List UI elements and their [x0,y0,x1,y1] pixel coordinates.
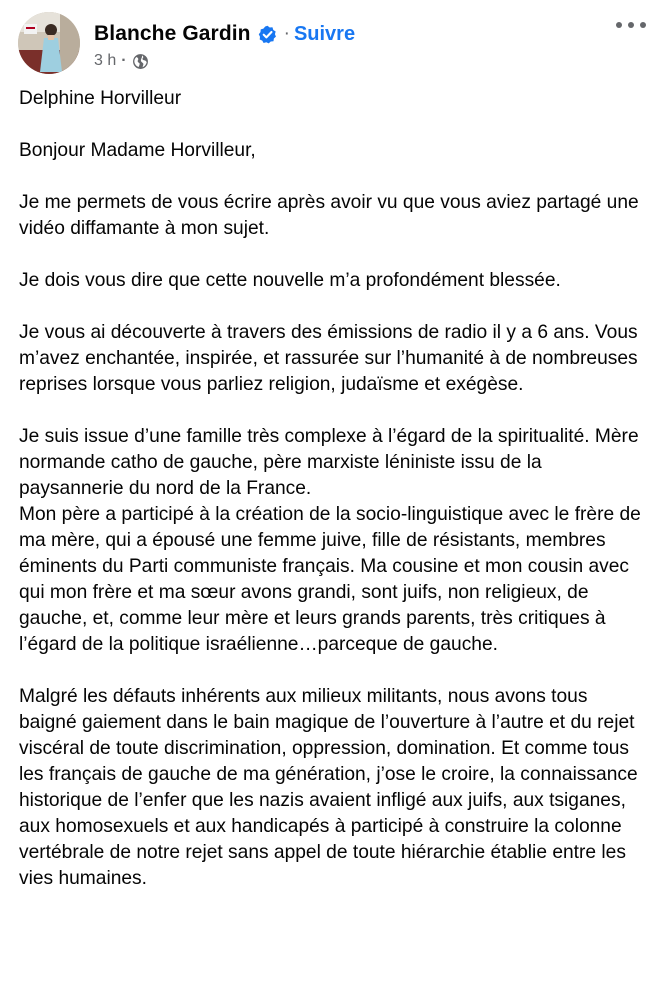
post-paragraph: Je dois vous dire que cette nouvelle m’a profondément blessée. [19,270,561,291]
post-paragraph: Mon père a participé à la création de la socio-linguistique avec le frère de ma mère, qui a épousé une femme juive, fille de résistants, membres éminents du Parti communiste français. Ma cousine et mon cousin avec qui mon frère et ma sœur avons grandi, sont juifs, non religieux, de gauche, et, comme leur mère et leurs grands parents, très critiques à l’égard de la politique israélienne…parceque de gauche. [19,504,641,655]
globe-icon[interactable] [132,53,149,70]
post-timestamp[interactable]: 3 h [94,52,117,69]
avatar[interactable] [18,12,80,74]
dot-icon [640,22,646,28]
post-paragraph: Je me permets de vous écrire après avoir vu que vous aviez partagé une vidéo diffamante à mon sujet. [19,192,639,239]
avatar-photo [18,12,80,74]
post-greeting: Bonjour Madame Horvilleur, [19,140,256,161]
post-paragraph: Je vous ai découverte à travers des émissions de radio il y a 6 ans. Vous m’avez enchantée, inspirée, et rassurée sur l’humanité à de nombreuses reprises lorsque vous parliez religion, judaïsme et exégèse. [19,322,638,395]
post-paragraph: Malgré les défauts inhérents aux milieux militants, nous avons tous baigné gaiement dans le bain magique de l’ouverture à l’autre et du rejet viscéral de toute discrimination, oppression, domination. Et comme tous les français de gauche de ma génération, j’ose le croire, la connaissance historique de l’enfer que les nazis avaient infligé aux juifs, aux tsiganes, aux homosexuels et aux handicapés à participé à construire la colonne vertébrale de notre rejet sans appel de toute hiérarchie établie entre les vies humaines. [19,686,638,889]
separator-dot: · [283,23,290,44]
post-text [19,86,649,918]
author-name[interactable]: Blanche Gardin [94,22,251,45]
more-options-icon[interactable] [616,14,646,36]
post-paragraph: Je suis issue d’une famille très complexe à l’égard de la spiritualité. Mère normande catho de gauche, père marxiste léniniste issu de la paysannerie du nord de la France. [19,426,639,499]
author-row [94,19,355,49]
meta-separator: · [121,52,127,69]
verified-badge-icon [258,25,277,44]
post-meta [94,50,149,72]
dot-icon [616,22,622,28]
follow-button[interactable]: Suivre [293,22,356,45]
post-addressee: Delphine Horvilleur [19,88,182,109]
dot-icon [628,22,634,28]
post-header [0,0,666,80]
